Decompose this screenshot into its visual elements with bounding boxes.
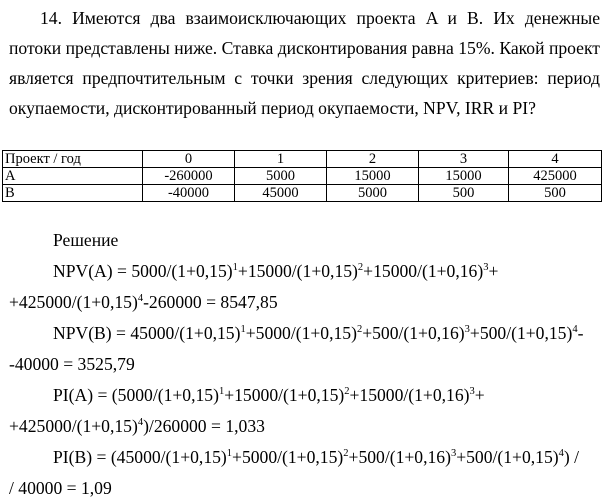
table-cell: -40000 — [143, 185, 235, 202]
npv-b-line-1: $NPV(B) = 45000/(1+0,15)^1+5000/(1+0,15)^2+500/(1+0,16)^3+500/(1+0,15)^4-$ — [53, 323, 584, 343]
table-cell: 15000 — [419, 168, 509, 185]
table-cell: 5000 — [327, 185, 419, 202]
table-header-cell: 1 — [235, 151, 327, 168]
table-header-cell: 0 — [143, 151, 235, 168]
npv-a-line-2: $+425000/(1+0,15)^4-260000 = 8547,85$ — [9, 292, 278, 312]
table-header-cell: 4 — [509, 151, 602, 168]
table-cell: 425000 — [509, 168, 602, 185]
table-cell: 500 — [419, 185, 509, 202]
pi-a-line-2: $+425000/(1+0,15)^4)/260000 = 1,033$ — [9, 416, 265, 436]
table-header-cell: 2 — [327, 151, 419, 168]
table-row-project-b — [3, 185, 602, 202]
cash-flow-table — [2, 150, 602, 202]
pi-a-line-1: $PI(A) = (5000/(1+0,15)^1+15000/(1+0,15)^2+15000/(1+0,16)^3+$ — [53, 385, 485, 405]
table-cell: 45000 — [235, 185, 327, 202]
table-cell: A — [3, 168, 143, 185]
npv-b-line-2: -40000 = 3525,79 — [9, 354, 135, 374]
pi-b-line-2: / 40000 = 1,09 — [9, 478, 112, 498]
table-header-cell: Проект / год — [3, 151, 143, 168]
table-cell: -260000 — [143, 168, 235, 185]
solution-block — [9, 225, 604, 504]
problem-text: Имеются два взаимоисключающих проекта A и B. Их денежные потоки представлены ниже. Ставка дисконтирования равна 15%. Какой проект является предпочтительным с точки зрения следующих критериев: период окупаемости, дисконтированный период окупаемости, NPV, IRR и PI? — [9, 8, 600, 118]
table-row-project-a — [3, 168, 602, 185]
table-header-row — [3, 151, 602, 168]
npv-a-line-1: $NPV(A) = 5000/(1+0,15)^1+15000/(1+0,15)^2+15000/(1+0,16)^3+$ — [53, 261, 499, 281]
solution-heading: Решение — [53, 230, 119, 250]
table-header-cell: 3 — [419, 151, 509, 168]
table-cell: B — [3, 185, 143, 202]
problem-number: 14. — [40, 8, 62, 28]
table-cell: 5000 — [235, 168, 327, 185]
problem-statement — [9, 3, 600, 123]
table-cell: 15000 — [327, 168, 419, 185]
pi-b-line-1: $PI(B) = (45000/(1+0,15)^1+5000/(1+0,15)^2+500/(1+0,16)^3+500/(1+0,15)^4)$ / — [53, 447, 580, 467]
table-cell: 500 — [509, 185, 602, 202]
